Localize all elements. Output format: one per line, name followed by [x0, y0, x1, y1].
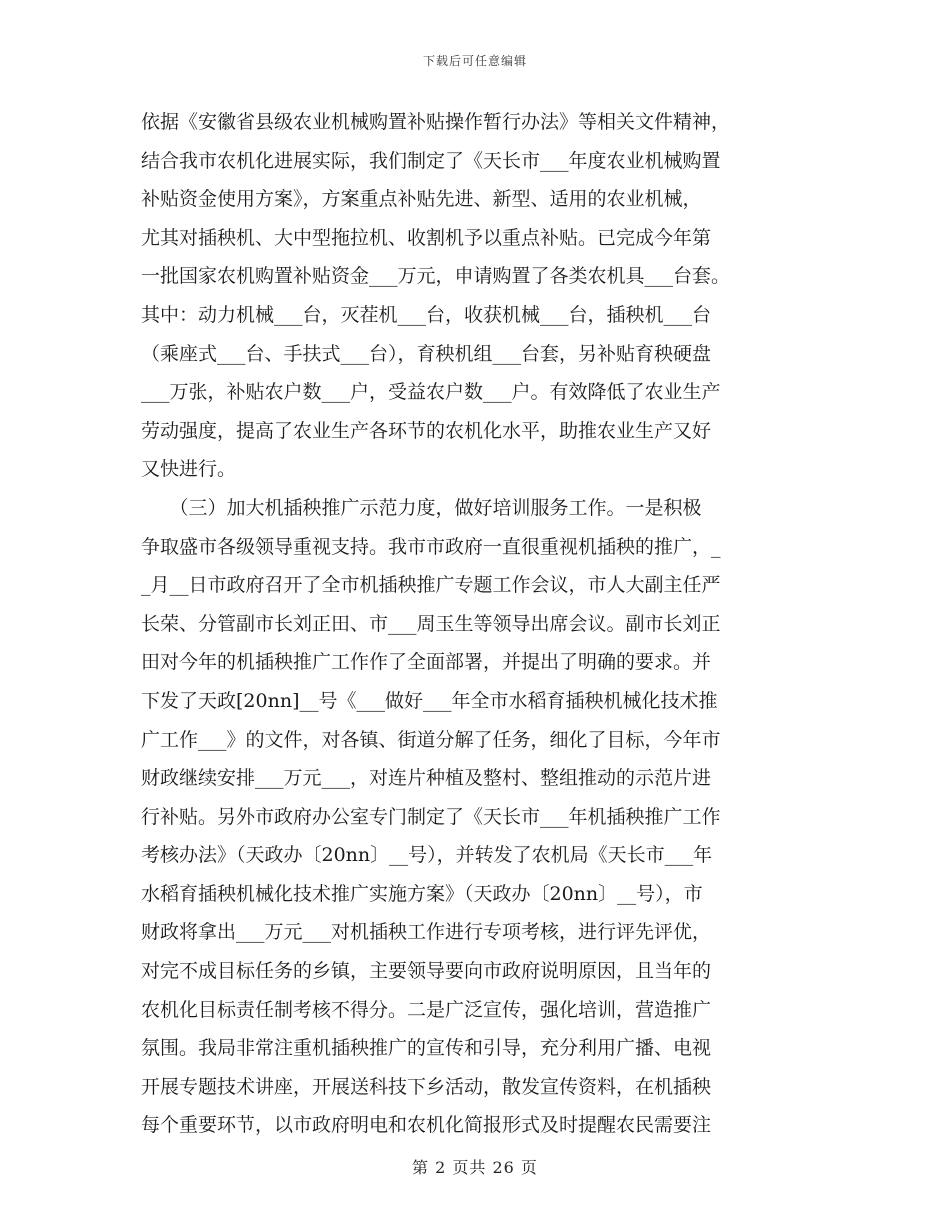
text-line: 其中：动力机械___台，灭茬机___台，收获机械___台，插秧机___台: [141, 303, 712, 326]
text-line: （三）加大机插秧推广示范力度，做好培训服务工作。一是积极: [141, 496, 702, 519]
text-line: 开展专题技术讲座，开展送科技下乡活动，散发宣传资料，在机插秧: [141, 1075, 712, 1098]
text-line: 对完不成目标任务的乡镇，主要领导要向市政府说明原因，且当年的: [141, 960, 712, 983]
text-line: ___万张，补贴农户数___户，受益农户数___户。有效降低了农业生产: [141, 381, 721, 404]
text-line: 劳动强度，提高了农业生产各环节的农机化水平，助推农业生产又好: [141, 419, 712, 442]
text-line: 财政将拿出___万元___对机插秧工作进行专项考核，进行评先评优，: [141, 921, 712, 944]
text-line: 每个重要环节，以市政府明电和农机化简报形式及时提醒农民需要注: [141, 1114, 712, 1137]
text-line: （乘座式___台、手扶式___台），育秧机组___台套，另补贴育秧硬盘: [141, 342, 712, 365]
text-line: 下发了天政[20nn]__号《___做好___年全市水稻育插秧机械化技术推: [141, 689, 718, 712]
text-line: 田对今年的机插秧推广工作作了全面部署，并提出了明确的要求。并: [141, 651, 712, 674]
text-line: 依据《安徽省县级农业机械购置补贴操作暂行办法》等相关文件精神，: [141, 111, 731, 133]
document-body: [141, 103, 811, 1145]
text-line: 又快进行。: [141, 458, 237, 481]
text-line: 补贴资金使用方案》，方案重点补贴先进、新型、适用的农业机械，: [141, 188, 702, 211]
text-line: 广工作___》的文件，对各镇、街道分解了任务，细化了目标，今年市: [141, 728, 721, 751]
page-number: 第 2 页共 26 页: [412, 1158, 538, 1177]
text-line: 长荣、分管副市长刘正田、市___周玉生等领导出席会议。副市长刘正: [141, 612, 721, 635]
page-header-note: 下载后可任意编辑: [422, 54, 527, 68]
text-line: 考核办法》（天政办〔20nn〕__号），并转发了农机局《天长市___年: [141, 844, 713, 867]
text-line: 一批国家农机购置补贴资金___万元，申请购置了各类农机具___台套。: [141, 265, 731, 288]
text-line: 水稻育插秧机械化技术推广实施方案》（天政办〔20nn〕__号），市: [141, 882, 703, 905]
text-line: 结合我市农机化进展实际，我们制定了《天长市___年度农业机械购置: [141, 149, 721, 172]
text-line: 尤其对插秧机、大中型拖拉机、收割机予以重点补贴。已完成今年第: [141, 226, 712, 249]
text-line: 氛围。我局非常注重机插秧推广的宣传和引导，充分利用广播、电视: [141, 1037, 712, 1060]
text-line: 农机化目标责任制考核不得分。二是广泛宣传，强化培训，营造推广: [141, 998, 712, 1021]
text-line: _月__日市政府召开了全市机插秧推广专题工作会议，市人大副主任严: [141, 574, 721, 597]
text-line: 行补贴。另外市政府办公室专门制定了《天长市___年机插秧推广工作: [141, 805, 721, 828]
text-line: 争取盛市各级领导重视支持。我市市政府一直很重视机插秧的推广，_: [141, 535, 721, 558]
text-line: 财政继续安排___万元___，对连片种植及整村、整组推动的示范片进: [141, 767, 712, 790]
